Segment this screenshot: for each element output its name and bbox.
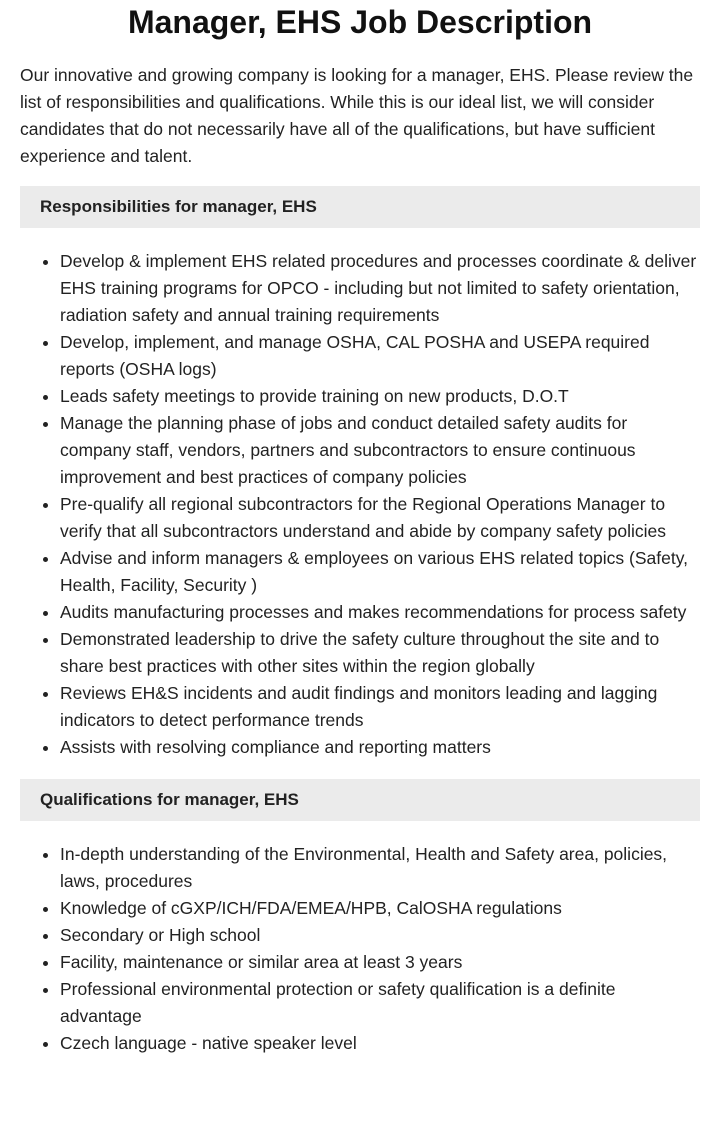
intro-paragraph: Our innovative and growing company is looking for a manager, EHS. Please review the list of responsibilities and qualifications. While this is our ideal list, we will consider candidates that do not necessarily have all of the qualifications, but have sufficient experience and talent. (20, 65, 694, 166)
list-item: • Czech language - native speaker level (60, 1030, 700, 1057)
list-item: • Facility, maintenance or similar area at least 3 years (60, 949, 700, 976)
list-item: • Audits manufacturing processes and makes recommendations for process safety (60, 599, 700, 626)
list-item: • Knowledge of cGXP/ICH/FDA/EMEA/HPB, CalOSHA regulations (60, 895, 700, 922)
qualifications-list (20, 841, 700, 1057)
list-item: • Reviews EH&S incidents and audit findings and monitors leading and lagging indicators to detect performance trends (60, 680, 700, 734)
list-item: • In-depth understanding of the Environmental, Health and Safety area, policies, laws, procedures (60, 841, 700, 895)
responsibilities-list (20, 248, 700, 761)
list-item: • Secondary or High school (60, 922, 700, 949)
list-item: • Pre-qualify all regional subcontractors for the Regional Operations Manager to verify that all subcontractors understand and abide by company safety policies (60, 491, 700, 545)
list-item: • Leads safety meetings to provide training on new products, D.O.T (60, 383, 700, 410)
list-item: • Demonstrated leadership to drive the safety culture throughout the site and to share best practices with other sites within the region globally (60, 626, 700, 680)
list-item: • Assists with resolving compliance and reporting matters (60, 734, 700, 761)
list-item: • Manage the planning phase of jobs and conduct detailed safety audits for company staff, vendors, partners and subcontractors to ensure continuous improvement and best practices of company policies (60, 410, 700, 491)
list-item: • Develop & implement EHS related procedures and processes coordinate & deliver EHS training programs for OPCO - including but not limited to safety orientation, radiation safety and annual training requirements (60, 248, 700, 329)
list-item: • Develop, implement, and manage OSHA, CAL POSHA and USEPA required reports (OSHA logs) (60, 329, 700, 383)
qualifications-heading: Qualifications for manager, EHS (20, 779, 700, 821)
page-title: Manager, EHS Job Description (127, 4, 593, 40)
responsibilities-heading: Responsibilities for manager, EHS (20, 186, 700, 228)
list-item: • Professional environmental protection or safety qualification is a definite advantage (60, 976, 700, 1030)
list-item: • Advise and inform managers & employees on various EHS related topics (Safety, Health, Facility, Security ) (60, 545, 700, 599)
